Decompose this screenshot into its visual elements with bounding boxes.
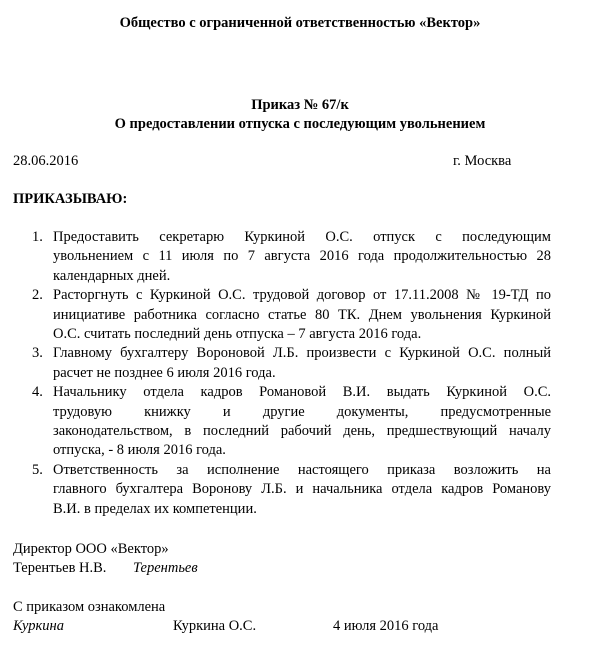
order-title: Приказ № 67/к [251,97,349,113]
order-directive: ПРИКАЗЫВАЮ: [13,191,128,207]
list-item-number: 4. [32,384,43,401]
list-item-line: Ответственность за исполнение настоящего приказа возложить на [53,462,551,478]
order-subject: О предоставлении отпуска с последующим увольнением [114,116,486,132]
list-item-line: календарных дней. [53,267,171,284]
list-item-line: О.С. считать последний день отпуска – 7 августа 2016 года. [53,325,422,342]
director-signature: Терентьев [133,560,198,576]
list-item-number: 1. [32,229,43,245]
director-position: Директор ООО «Вектор» [13,541,169,557]
employee-name: Куркина О.С. [173,618,257,634]
list-item-line: главного бухгалтера Воронову Л.Б. и начальника отдела кадров Романову [53,481,551,498]
list-item-line: В.И. в пределах их компетенции. [53,500,257,517]
list-item-number: 2. [32,287,43,304]
list-item-line: Расторгнуть с Куркиной О.С. трудовой договор от 17.11.2008 № 19-ТД по [53,287,551,304]
order-city: г. Москва [453,153,512,169]
list-item-line: Главному бухгалтеру Вороновой Л.Б. произвести с Куркиной О.С. полный [53,345,551,362]
acknowledgement-label: С приказом ознакомлена [13,599,166,615]
list-item-line: Предоставить секретарю Куркиной О.С. отпуск с последующим [53,229,551,245]
list-item-line: Начальнику отдела кадров Романовой В.И. выдать Куркиной О.С. [53,384,551,401]
order-date: 28.06.2016 [13,153,79,169]
acknowledgement-date: 4 июля 2016 года [333,618,439,634]
list-item-line: законодательством, в последний рабочий день, предшествующий началу [53,422,551,439]
list-item-line: отпуска, - 8 июля 2016 года. [53,442,226,459]
employee-signature: Куркина [13,618,64,634]
list-item-line: увольнением с 11 июля по 7 августа 2016 года продолжительностью 28 [53,248,551,265]
list-item-line: инициативе работника согласно статье 80 ТК. Днем увольнения Куркиной [53,306,551,323]
list-item-number: 5. [32,462,43,478]
organization-name: Общество с ограниченной ответственностью «Вектор» [119,15,481,31]
director-name: Терентьев Н.В. [13,560,107,576]
list-item-line: трудовую книжку и другие документы, предусмотренные [53,403,551,420]
list-item-number: 3. [32,345,43,362]
list-item-line: расчет не позднее 6 июля 2016 года. [53,364,276,381]
